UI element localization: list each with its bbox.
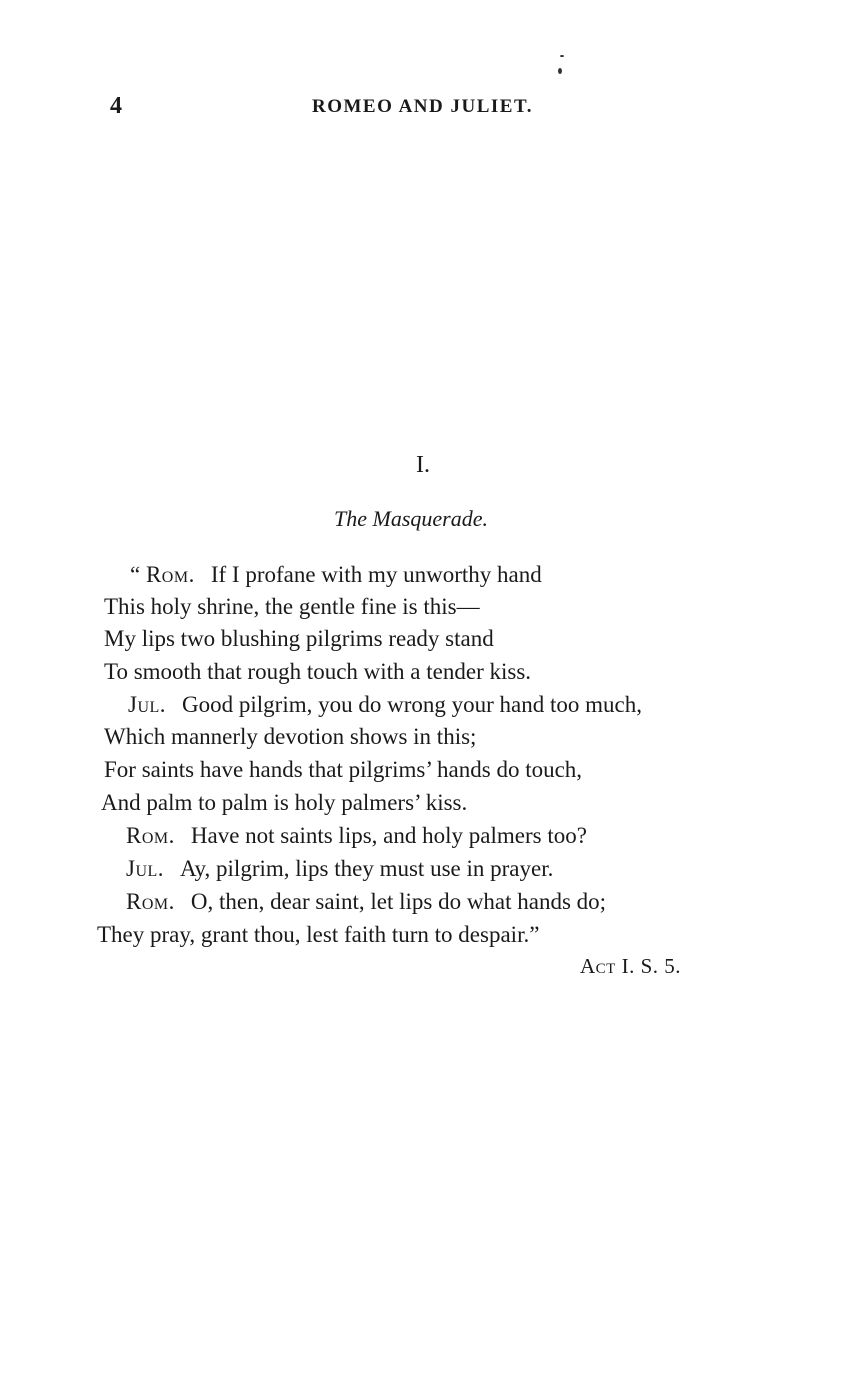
verse-line	[104, 592, 480, 622]
verse-line	[101, 788, 467, 818]
speaker-name: Jul.	[128, 692, 167, 717]
verse-line	[104, 722, 476, 752]
ink-speck	[560, 55, 564, 57]
verse-text: Which mannerly devotion shows in this;	[104, 724, 477, 749]
scene-citation	[580, 954, 681, 979]
verse-line	[126, 854, 553, 884]
verse-text: And palm to palm is holy palmers’ kiss.	[101, 790, 468, 815]
verse-line	[104, 755, 582, 785]
verse-line	[126, 821, 587, 851]
ink-speck	[558, 68, 562, 74]
verse-line	[128, 690, 642, 720]
speaker-name: Rom.	[126, 823, 175, 848]
verse-text: If I profane with my unworthy hand	[210, 562, 542, 587]
verse-line	[104, 657, 531, 687]
verse-line	[97, 920, 539, 950]
verse-text: My lips two blushing pilgrims ready stand	[104, 626, 494, 651]
verse-text: Good pilgrim, you do wrong your hand too much,	[182, 692, 642, 717]
verse-text: For saints have hands that pilgrims’ hands do touch,	[104, 757, 583, 782]
section-number: I.	[416, 452, 430, 478]
verse-text: This holy shrine, the gentle fine is this—	[104, 594, 480, 619]
running-title: ROMEO AND JULIET.	[312, 96, 533, 117]
opening-quote: “	[130, 562, 146, 587]
verse-text: Ay, pilgrim, lips they must use in prayer.	[180, 856, 554, 881]
speaker-name: Rom.	[145, 562, 195, 587]
verse-line	[130, 560, 542, 590]
citation-act-word: Act	[580, 954, 616, 978]
verse-text: They pray, grant thou, lest faith turn to despair.”	[97, 922, 540, 947]
verse-line	[104, 624, 494, 654]
section-title: The Masquerade.	[334, 506, 488, 531]
speaker-name: Jul.	[126, 856, 165, 881]
verse-text: O, then, dear saint, let lips do what hands do;	[190, 889, 607, 914]
citation-reference: I. S. 5.	[621, 954, 682, 978]
verse-text: Have not saints lips, and holy palmers too?	[190, 823, 587, 848]
verse-line	[126, 887, 606, 917]
verse-text: To smooth that rough touch with a tender kiss.	[104, 659, 532, 684]
speaker-name: Rom.	[126, 889, 175, 914]
page-number: 4	[110, 93, 122, 119]
